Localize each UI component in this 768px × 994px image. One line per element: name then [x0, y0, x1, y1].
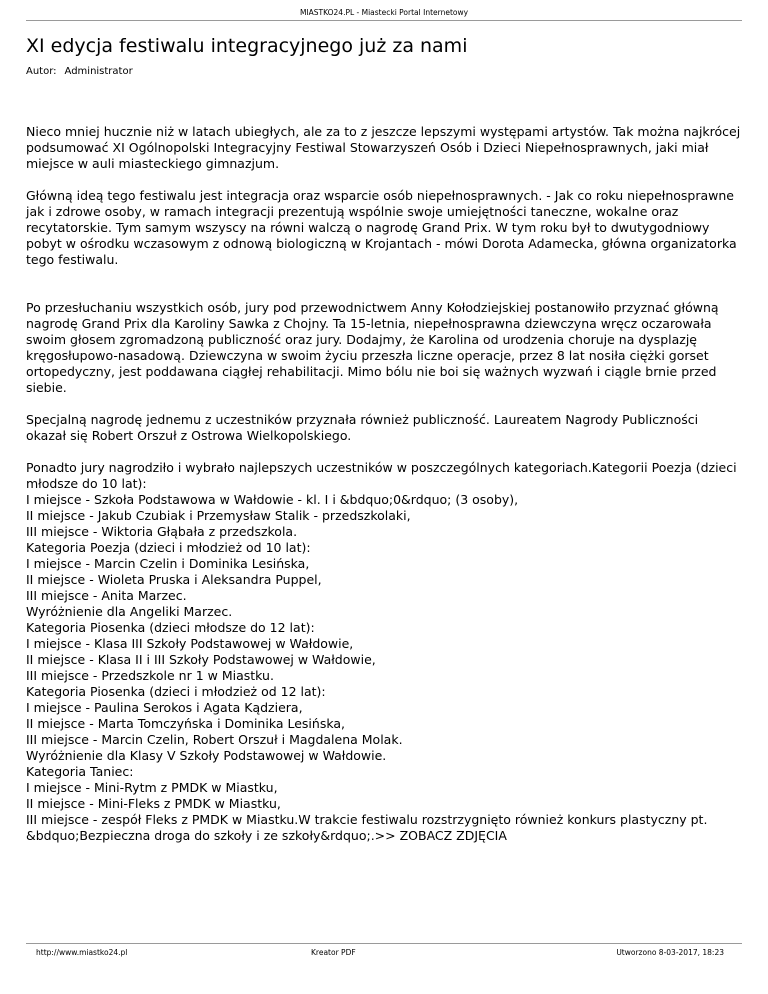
results-line: II miejsce - Klasa II i III Szkoły Podstawowej w Wałdowie,	[26, 652, 376, 667]
paragraph-intro: Nieco mniej hucznie niż w latach ubiegłych, ale za to z jeszcze lepszymi występami artystów. Tak można najkrócej podsumować XI Ogólnopolski Integracyjny Festiwal Stowarzyszeń Osób i Dzieci Niepełnosprawnych, jaki miał miejsce w auli miasteckiego gimnazjum.	[26, 124, 741, 171]
results-line: III miejsce - Przedszkole nr 1 w Miastku.	[26, 668, 274, 683]
page-header	[26, 0, 742, 21]
author-name: Administrator	[64, 66, 133, 77]
results-line: I miejsce - Mini-Rytm z PMDK w Miastku,	[26, 780, 278, 795]
results-line: I miejsce - Klasa III Szkoły Podstawowej w Wałdowie,	[26, 636, 354, 651]
results-line: Wyróżnienie dla Klasy V Szkoły Podstawowej w Wałdowie.	[26, 748, 387, 763]
author-label: Autor:	[26, 66, 57, 77]
article-body	[26, 124, 742, 860]
paragraph-idea: Główną ideą tego festiwalu jest integracja oraz wsparcie osób niepełnosprawnych. - Jak co roku niepełnosprawne jak i zdrowe osoby, w ramach integracji prezentują wspólnie swoje umiejętności taneczne, wokalne oraz recytatorskie. Tym samym wszyscy na równi walczą o nagrodę Grand Prix. W tym roku był to dwutygodniowy pobyt w ośrodku wczasowym z odnową biologiczną w Krojantach - mówi Dorota Adamecka, główna organizatorka tego festiwalu.	[26, 188, 737, 267]
results-list	[26, 460, 742, 844]
results-line: III miejsce - zespół Fleks z PMDK w Miastku.W trakcie festiwalu rozstrzygnięto również konkurs plastyczny pt. &bdquo;Bezpieczna droga do szkoły i ze szkoły&rdquo;.>> ZOBACZ ZDJĘCIA	[26, 812, 708, 843]
results-line: Kategoria Poezja (dzieci i młodzież od 10 lat):	[26, 540, 311, 555]
page-footer	[26, 943, 742, 961]
footer-url: http://www.miastko24.pl	[36, 948, 128, 957]
results-line: Kategoria Piosenka (dzieci i młodzież od 12 lat):	[26, 684, 326, 699]
results-line: Kategoria Piosenka (dzieci młodsze do 12 lat):	[26, 620, 315, 635]
article-title: XI edycja festiwalu integracyjnego już za nami	[26, 35, 468, 57]
footer-generator: Kreator PDF	[311, 948, 356, 957]
results-line: Wyróżnienie dla Angeliki Marzec.	[26, 604, 233, 619]
results-line: II miejsce - Jakub Czubiak i Przemysław Stalik - przedszkolaki,	[26, 508, 411, 523]
results-line: III miejsce - Anita Marzec.	[26, 588, 187, 603]
results-line: I miejsce - Szkoła Podstawowa w Wałdowie - kl. I i &bdquo;0&rdquo; (3 osoby),	[26, 492, 519, 507]
results-line: I miejsce - Marcin Czelin i Dominika Lesińska,	[26, 556, 310, 571]
results-line: II miejsce - Mini-Fleks z PMDK w Miastku,	[26, 796, 281, 811]
paragraph-audience-award: Specjalną nagrodę jednemu z uczestników przyznała również publiczność. Laureatem Nagrody Publiczności okazał się Robert Orszuł z Ostrowa Wielkopolskiego.	[26, 412, 699, 443]
results-line: I miejsce - Paulina Serokos i Agata Kądziera,	[26, 700, 303, 715]
results-line: II miejsce - Wioleta Pruska i Aleksandra Puppel,	[26, 572, 322, 587]
results-line: III miejsce - Wiktoria Głąbała z przedszkola.	[26, 524, 298, 539]
results-line: Kategoria Taniec:	[26, 764, 134, 779]
results-line: II miejsce - Marta Tomczyńska i Dominika Lesińska,	[26, 716, 345, 731]
results-line: Ponadto jury nagrodziło i wybrało najlepszych uczestników w poszczególnych kategoriach.Kategorii Poezja (dzieci młodsze do 10 lat):	[26, 460, 737, 491]
site-name: MIASTKO24.PL - Miastecki Portal Internetowy	[299, 8, 469, 17]
article-author	[26, 65, 133, 79]
paragraph-grand-prix: Po przesłuchaniu wszystkich osób, jury pod przewodnictwem Anny Kołodziejskiej postanowiło przyznać główną nagrodę Grand Prix dla Karoliny Sawka z Chojny. Ta 15-letnia, niepełnosprawna dziewczyna wręcz oczarowała swoim głosem zgromadzoną publiczność oraz jury. Dodajmy, że Karolina od urodzenia choruje na dysplazję kręgosłupowo-nasadową. Dziewczyna w swoim życiu przeszła liczne operacje, przez 8 lat nosiła ciężki gorset ortopedyczny, jest poddawana ciągłej rehabilitacji. Mimo bólu nie boi się ważnych wyzwań i ciągle brnie przed siebie.	[26, 300, 719, 395]
footer-created: Utworzono 8-03-2017, 18:23	[616, 948, 724, 957]
results-line: III miejsce - Marcin Czelin, Robert Orszuł i Magdalena Molak.	[26, 732, 403, 747]
